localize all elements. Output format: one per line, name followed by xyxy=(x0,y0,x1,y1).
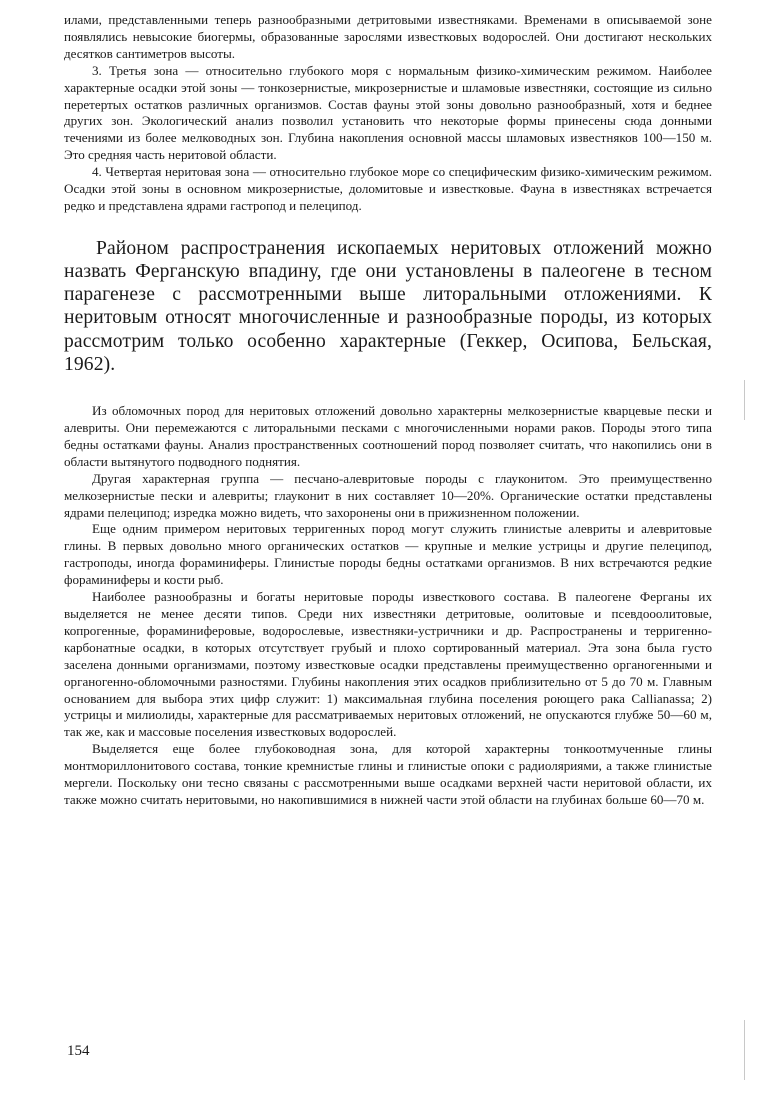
scan-edge-mark xyxy=(744,1020,745,1080)
paragraph-clastic: Из обломочных пород для неритовых отложений довольно характерны мелкозернистые кварцевые пески и алевриты. Они перемежаются с литоральными песками с многочисленными норами раков. Породы этого типа бедны остатками фауны. Анализ пространственных соотношений пород позволяет считать, что накопились они в области вытянутого подводного поднятия. xyxy=(64,403,712,469)
body-section xyxy=(64,403,712,809)
section-gap xyxy=(64,376,712,403)
paragraph-glauconite: Другая характерная группа — песчано-алевритовые породы с глауконитом. Это преимущественно мелкозернистые пески и алевриты; глауконит в них составляет 10—20%. Органические остатки представлены ядрами пелеципод; изредка можно видеть, что захоронены они в прижизненном положении. xyxy=(64,470,712,520)
paragraph-fourth-zone: 4. Четвертая неритовая зона — относительно глубокое море со специфическим физико-химическим режимом. Осадки этой зоны в основном микрозернистые, доломитовые и известковые. Фауна в известняках встречается редко и представлена ядрами гастропод и пелеципод. xyxy=(64,164,712,213)
top-section xyxy=(64,12,712,215)
section-gap xyxy=(64,215,712,237)
paragraph-continuation: илами, представленными теперь разнообразными детритовыми известняками. Временами в описываемой зоне появлялись невысокие биогермы, образованные зарослями известковых водорослей. Они достигают нескольких десятков сантиметров высоты. xyxy=(64,12,712,61)
paragraph-clay-silt: Еще одним примером неритовых терригенных пород могут служить глинистые алевриты и алевритовые глины. В первых довольно много органических остатков — крупные и мелкие устрицы и другие пелеципод, гастроподы, иногда фораминиферы. Глинистые породы бедны остатками организмов. В них встречаются редкие фораминиферы и кости рыб. xyxy=(64,521,712,588)
highlight-paragraph: Районом распространения ископаемых неритовых отложений можно назвать Ферганскую впадину, где они установлены в палеогене в тесном парагенезе с рассмотренными выше литоральными отложениями. К неритовым относят многочисленные и разнообразные породы, из которых рассмотрим только особенно характерные (Геккер, Осипова, Бельская, 1962). xyxy=(64,237,712,375)
paragraph-deep-zone: Выделяется еще более глубоководная зона, для которой характерны тонкоотмученные глины монтмориллонитового состава, тонкие кремнистые глины и глинистые опоки с радиоляриями, а также глинистые мергели. Поскольку они тесно связаны с рассмотренными выше осадками верхней части неритовой области, их также можно считать неритовыми, но накопившимися в нижней части этой области на глубинах больше 60—70 м. xyxy=(64,741,712,807)
scan-edge-mark xyxy=(744,380,745,420)
paragraph-third-zone: 3. Третья зона — относительно глубокого моря с нормальным физико-химическим режимом. Наиболее характерные осадки этой зоны — тонкозернистые, микрозернистые и шламовые известняки, состоящие из сильно перетертых остатков различных организмов. Состав фауны этой зоны довольно разнообразный, хотя и беднее других зон. Экологический анализ позволил установить что некоторые формы принесены сюда донными течениями из более мелководных зон. Глубина накопления основной массы шламовых известняков 100—150 м. Это средняя часть неритовой области. xyxy=(64,62,712,163)
page-number: 154 xyxy=(67,1043,90,1059)
paragraph-calcareous: Наиболее разнообразны и богаты неритовые породы известкового состава. В палеогене Ферганы их выделяется не менее десяти типов. Среди них известняки детритовые, оолитовые и псевдооолитовые, копрогенные, фораминиферовые, водорослевые, известняки-устричники и др. Распространены и терригенно-карбонатные осадки, в которых отсутствует грубый и плохо сортированный материал. Эта зона была густо заселена донными организмами, поэтому известковые осадки представлены преимущественно органогенными и органогенно-обломочными разностями. Глубины накопления этих осадков приблизительно от 5 до 70 м. Главным основанием для выбора этих цифр служит: 1) максимальная глубина поселения роющего рака Callianassa; 2) устрицы и милиолиды, характерные для рассматриваемых неритовых отложений, не опускаются глубже 50—60 м, так же, как и массовые поселения известковых водорослей. xyxy=(64,589,712,740)
document-page xyxy=(64,12,712,809)
